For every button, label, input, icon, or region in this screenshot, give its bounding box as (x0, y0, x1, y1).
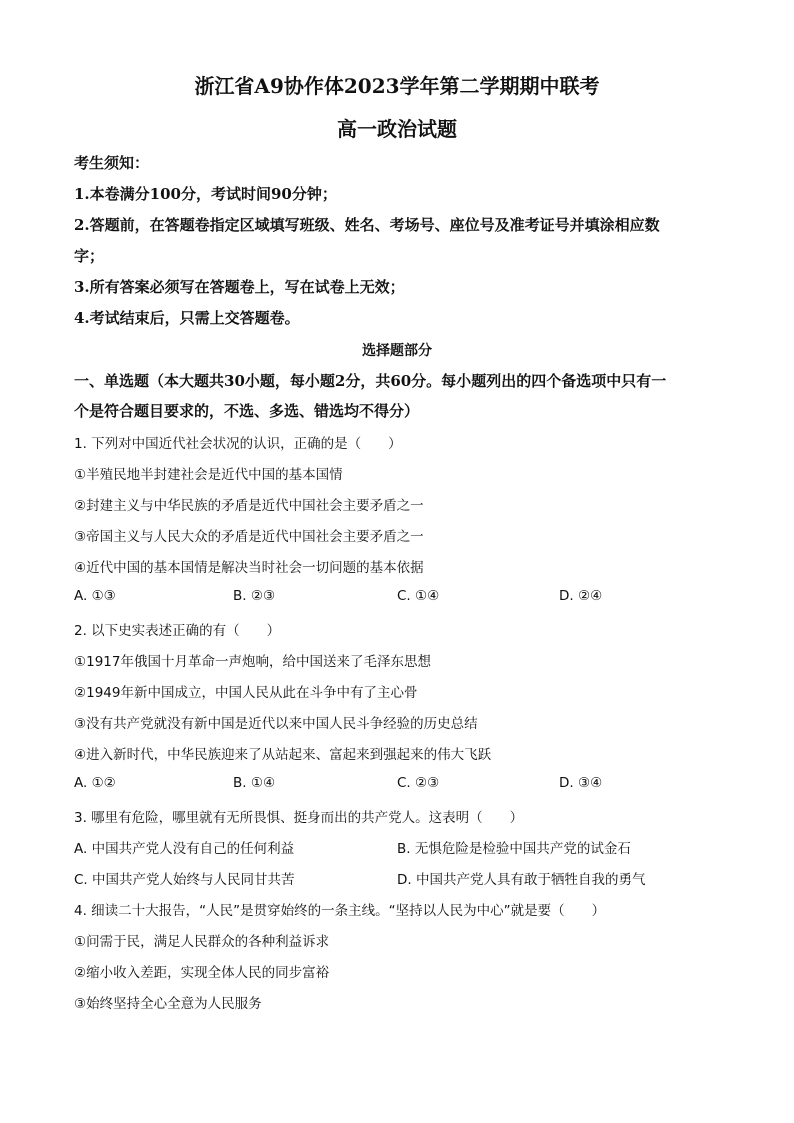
question-1-statement-4: ④近代中国的基本国情是解决当时社会一切问题的基本依据 (74, 560, 424, 576)
question-1-option-c: C. ①④ (397, 588, 440, 604)
question-2-statement-1: ①1917年俄国十月革命一声炮响，给中国送来了毛泽东思想 (74, 654, 431, 670)
notice-item-2: 2.答题前，在答题卷指定区域填写班级、姓名、考场号、座位号及准考证号并填涂相应数 (74, 216, 660, 234)
question-3-option-d: D. 中国共产党人具有敢于牺牲自我的勇气 (397, 872, 646, 888)
notice-item-2-cont: 字； (74, 247, 105, 265)
question-2-option-c: C. ②③ (397, 775, 440, 791)
question-2-option-d: D. ③④ (559, 775, 603, 791)
notice-item-4: 4.考试结束后，只需上交答题卷。 (74, 309, 300, 327)
question-1-statement-3: ③帝国主义与人民大众的矛盾是近代中国社会主要矛盾之一 (74, 529, 424, 545)
question-3-option-c: C. 中国共产党人始终与人民同甘共苦 (74, 872, 295, 888)
question-4-statement-2: ②缩小收入差距，实现全体人民的同步富裕 (74, 965, 330, 981)
question-2-statement-2: ②1949年新中国成立，中国人民从此在斗争中有了主心骨 (74, 685, 418, 701)
question-1-stem: 1. 下列对中国近代社会状况的认识，正确的是（ ） (74, 436, 402, 452)
question-4-stem: 4. 细读二十大报告，“人民”是贯穿始终的一条主线。“坚持以人民为中心”就是要（ ） (74, 903, 606, 919)
question-2-option-a: A. ①② (74, 775, 116, 791)
section-instruction-1: 一、单选题（本大题共30小题，每小题2分，共60分。每小题列出的四个备选项中只有一 (74, 372, 667, 390)
notice-item-3: 3.所有答案必须写在答题卷上，写在试卷上无效； (74, 278, 405, 296)
question-2-statement-4: ④进入新时代，中华民族迎来了从站起来、富起来到强起来的伟大飞跃 (74, 747, 492, 763)
question-2-stem: 2. 以下史实表述正确的有（ ） (74, 623, 281, 639)
question-3-option-b: B. 无惧危险是检验中国共产党的试金石 (397, 841, 631, 857)
question-2-option-b: B. ①④ (233, 775, 276, 791)
question-1-option-d: D. ②④ (559, 588, 603, 604)
question-3-option-a: A. 中国共产党人没有自己的任何利益 (74, 841, 295, 857)
section-instruction-2: 个是符合题目要求的，不选、多选、错选均不得分） (74, 402, 420, 420)
question-4-statement-3: ③始终坚持全心全意为人民服务 (74, 996, 262, 1012)
question-4-statement-1: ①问需于民，满足人民群众的各种利益诉求 (74, 934, 330, 950)
question-1-statement-1: ①半殖民地半封建社会是近代中国的基本国情 (74, 467, 343, 483)
notice-item-1: 1.本卷满分100分，考试时间90分钟； (74, 185, 337, 203)
question-2-statement-3: ③没有共产党就没有新中国是近代以来中国人民斗争经验的历史总结 (74, 716, 478, 732)
question-1-option-b: B. ②③ (233, 588, 276, 604)
exam-title: 浙江省A9协作体2023学年第二学期期中联考 (194, 74, 600, 98)
question-1-statement-2: ②封建主义与中华民族的矛盾是近代中国社会主要矛盾之一 (74, 498, 424, 514)
question-1-option-a: A. ①③ (74, 588, 116, 604)
question-3-stem: 3. 哪里有危险，哪里就有无所畏惧、挺身而出的共产党人。这表明（ ） (74, 810, 524, 826)
notice-heading: 考生须知： (74, 154, 150, 172)
exam-subtitle: 高一政治试题 (337, 117, 457, 141)
section-title: 选择题部分 (362, 343, 432, 359)
